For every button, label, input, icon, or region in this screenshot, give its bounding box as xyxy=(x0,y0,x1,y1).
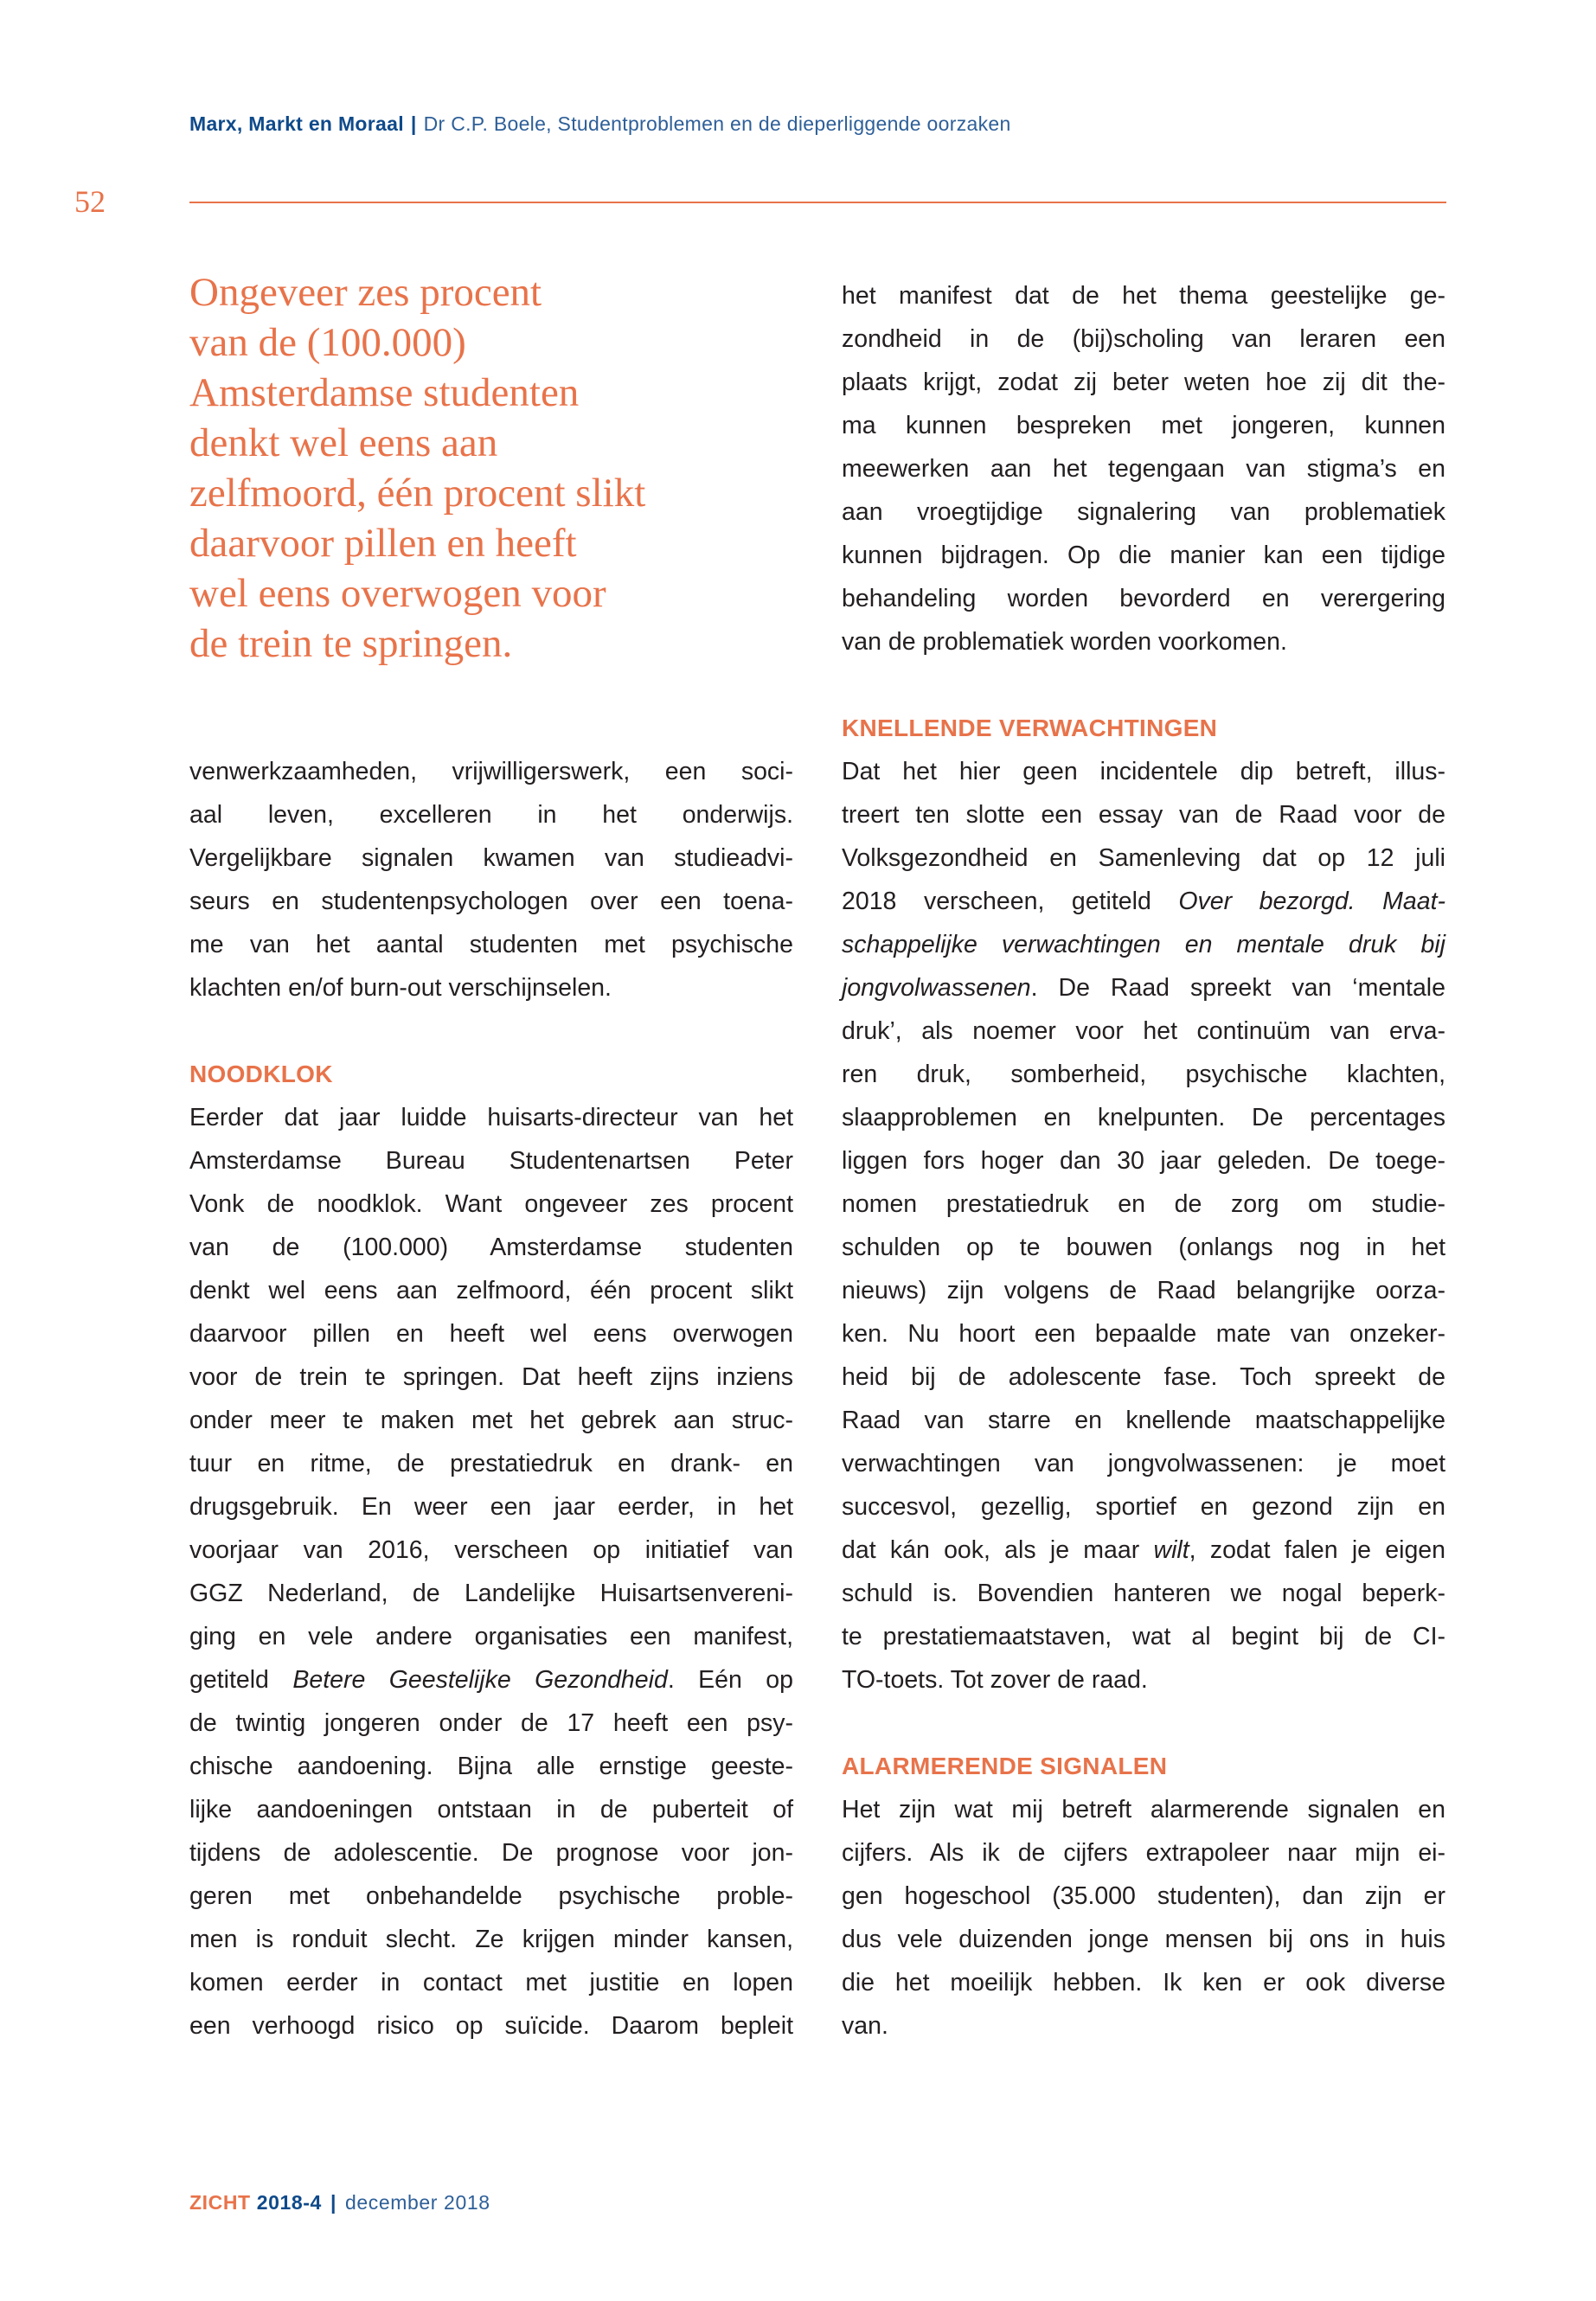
text-line: klachten en/of burn-out verschijnselen. xyxy=(189,974,612,1002)
text-line: zondheid in de (bij)scholing van leraren een xyxy=(842,325,1445,353)
pull-quote-line: van de (100.000) xyxy=(189,320,466,365)
text-line: van de (100.000) Amsterdamse studenten xyxy=(189,1234,793,1261)
text-line: tijdens de adolescentie. De prognose voor jon- xyxy=(189,1839,793,1867)
text-line: het manifest dat de het thema geestelijke ge- xyxy=(842,282,1445,310)
text-line: denkt wel eens aan zelfmoord, één procent slikt xyxy=(189,1277,793,1304)
text-line: komen eerder in contact met justitie en lopen xyxy=(189,1969,793,1997)
text-line: een verhoogd risico op suïcide. Daarom bepleit xyxy=(189,2012,793,2040)
text-line: dus vele duizenden jonge mensen bij ons in huis xyxy=(842,1926,1445,1953)
text-span: dat kán ook, als je maar xyxy=(842,1536,1154,1564)
footer-separator: | xyxy=(330,2191,337,2214)
text-line: nomen prestatiedruk en de zorg om studie- xyxy=(842,1190,1445,1218)
text-line: voor de trein te springen. Dat heeft zijns inziens xyxy=(189,1363,793,1391)
text-line: succesvol, gezellig, sportief en gezond zijn en xyxy=(842,1493,1445,1521)
text-line: van de problematiek worden voorkomen. xyxy=(842,628,1287,656)
text-span: , zodat falen je eigen xyxy=(1189,1536,1446,1564)
paragraph xyxy=(842,1788,1445,2048)
header-title: Marx, Markt en Moraal xyxy=(189,112,404,135)
text-line xyxy=(189,1658,793,1702)
text-line: ma kunnen bespreken met jongeren, kunnen xyxy=(842,412,1445,439)
italic-title: wilt xyxy=(1153,1536,1189,1564)
text-line: me van het aantal studenten met psychische xyxy=(189,931,793,958)
section-heading: ALARMERENDE SIGNALEN xyxy=(842,1753,1168,1779)
text-line: Volksgezondheid en Samenleving dat op 12 juli xyxy=(842,844,1445,872)
text-line: van. xyxy=(842,2012,888,2040)
italic-title: schappelijke verwachtingen en mentale druk bij xyxy=(842,931,1445,958)
text-line: ren druk, somberheid, psychische klachten, xyxy=(842,1061,1445,1088)
text-line: drugsgebruik. En weer een jaar eerder, in het xyxy=(189,1493,793,1521)
footer xyxy=(189,2191,490,2214)
paragraph xyxy=(842,274,1445,663)
text-span: . Eén op xyxy=(667,1666,793,1694)
text-line: onder meer te maken met het gebrek aan struc- xyxy=(189,1407,793,1434)
text-line: Het zijn wat mij betreft alarmerende signalen en xyxy=(842,1796,1445,1823)
text-line xyxy=(842,923,1445,966)
pull-quote-line: Amsterdamse studenten xyxy=(189,370,580,415)
text-line: schuld is. Bovendien hanteren we nogal beperk- xyxy=(842,1580,1445,1607)
text-line: verwachtingen van jongvolwassenen: je moet xyxy=(842,1450,1445,1477)
text-line: liggen fors hoger dan 30 jaar geleden. De toege- xyxy=(842,1147,1445,1175)
paragraph xyxy=(189,1096,793,2048)
text-span: . De Raad spreekt van ‘mentale xyxy=(1030,974,1445,1002)
italic-title: jongvolwassenen xyxy=(842,974,1031,1002)
right-column xyxy=(842,274,1445,2048)
header-rule xyxy=(189,202,1446,203)
text-line: cijfers. Als ik de cijfers extrapoleer naar mijn ei- xyxy=(842,1839,1445,1867)
text-line: lijke aandoeningen ontstaan in de puberteit of xyxy=(189,1796,793,1823)
pull-quote-line: wel eens overwogen voor xyxy=(189,571,606,616)
footer-date: december 2018 xyxy=(344,2191,490,2214)
page-number: 52 xyxy=(74,184,106,219)
text-line: ging en vele andere organisaties een manifest, xyxy=(189,1623,793,1650)
running-header xyxy=(189,112,1011,136)
text-line: chische aandoening. Bijna alle ernstige geeste- xyxy=(189,1753,793,1780)
text-span: getiteld xyxy=(189,1666,293,1694)
text-line: aal leven, excelleren in het onderwijs. xyxy=(189,801,793,829)
text-line: druk’, als noemer voor het continuüm van erva- xyxy=(842,1017,1445,1045)
text-line: de twintig jongeren onder de 17 heeft een psy- xyxy=(189,1709,793,1737)
text-line: GGZ Nederland, de Landelijke Huisartsenvereni- xyxy=(189,1580,793,1607)
text-line: venwerkzaamheden, vrijwilligerswerk, een soci- xyxy=(189,758,793,785)
text-line: ken. Nu hoort een bepaalde mate van onzeker- xyxy=(842,1320,1445,1348)
text-line: voorjaar van 2016, verscheen op initiatief van xyxy=(189,1536,793,1564)
text-line: men is ronduit slecht. Ze krijgen minder kansen, xyxy=(189,1926,793,1953)
text-line: geren met onbehandelde psychische proble- xyxy=(189,1882,793,1910)
pull-quote-line: Ongeveer zes procent xyxy=(189,270,542,315)
header-separator: | xyxy=(410,112,417,135)
section-heading: KNELLENDE VERWACHTINGEN xyxy=(842,715,1218,741)
text-line: gen hogeschool (35.000 studenten), dan zijn er xyxy=(842,1882,1445,1910)
pull-quote-line: zelfmoord, één procent slikt xyxy=(189,471,646,516)
text-line xyxy=(842,966,1445,1009)
pull-quote xyxy=(189,267,645,669)
text-line: nieuws) zijn volgens de Raad belangrijke oorza- xyxy=(842,1277,1445,1304)
footer-issue: 2018-4 xyxy=(256,2191,322,2214)
text-line: tuur en ritme, de prestatiedruk en drank- en xyxy=(189,1450,793,1477)
text-line: Dat het hier geen incidentele dip betreft, illus- xyxy=(842,758,1445,785)
text-line: Vergelijkbare signalen kwamen van studieadvi- xyxy=(189,844,793,872)
pull-quote-line: daarvoor pillen en heeft xyxy=(189,521,577,566)
text-line: aan vroegtijdige signalering van problematiek xyxy=(842,498,1445,526)
text-line: behandeling worden bevorderd en verergering xyxy=(842,585,1445,612)
text-span: 2018 verscheen, getiteld xyxy=(842,888,1179,915)
italic-title: Betere Geestelijke Gezondheid xyxy=(292,1666,668,1694)
text-line: treert ten slotte een essay van de Raad voor de xyxy=(842,801,1445,829)
footer-magazine: ZICHT xyxy=(189,2191,251,2214)
text-line: Raad van starre en knellende maatschappelijke xyxy=(842,1407,1445,1434)
text-line: die het moeilijk hebben. Ik ken er ook diverse xyxy=(842,1969,1445,1997)
text-line: meewerken aan het tegengaan van stigma’s en xyxy=(842,455,1445,483)
header-subtitle: Dr C.P. Boele, Studentproblemen en de dieperliggende oorzaken xyxy=(423,112,1011,135)
text-line: TO-toets. Tot zover de raad. xyxy=(842,1666,1148,1694)
text-line: Eerder dat jaar luidde huisarts-directeur van het xyxy=(189,1104,793,1131)
text-line xyxy=(842,880,1445,923)
text-line: Vonk de noodklok. Want ongeveer zes procent xyxy=(189,1190,793,1218)
pull-quote-line: denkt wel eens aan xyxy=(189,420,498,465)
text-line: daarvoor pillen en heeft wel eens overwogen xyxy=(189,1320,793,1348)
text-line: seurs en studentenpsychologen over een toena- xyxy=(189,888,793,915)
italic-title: Over bezorgd. Maat- xyxy=(1178,888,1446,915)
text-line: schulden op te bouwen (onlangs nog in het xyxy=(842,1234,1445,1261)
left-column xyxy=(189,750,793,2048)
text-line: slaapproblemen en knelpunten. De percentages xyxy=(842,1104,1445,1131)
pull-quote-line: de trein te springen. xyxy=(189,621,513,666)
section-heading: NOODKLOK xyxy=(189,1061,333,1087)
paragraph xyxy=(842,750,1445,1702)
text-line: heid bij de adolescente fase. Toch spreekt de xyxy=(842,1363,1445,1391)
paragraph xyxy=(189,750,793,1009)
text-line: kunnen bijdragen. Op die manier kan een tijdige xyxy=(842,542,1445,569)
text-line: plaats krijgt, zodat zij beter weten hoe zij dit the- xyxy=(842,369,1445,396)
text-line xyxy=(842,1529,1445,1572)
text-line: Amsterdamse Bureau Studentenartsen Peter xyxy=(189,1147,793,1175)
text-line: te prestatiemaatstaven, wat al begint bij de CI- xyxy=(842,1623,1445,1650)
